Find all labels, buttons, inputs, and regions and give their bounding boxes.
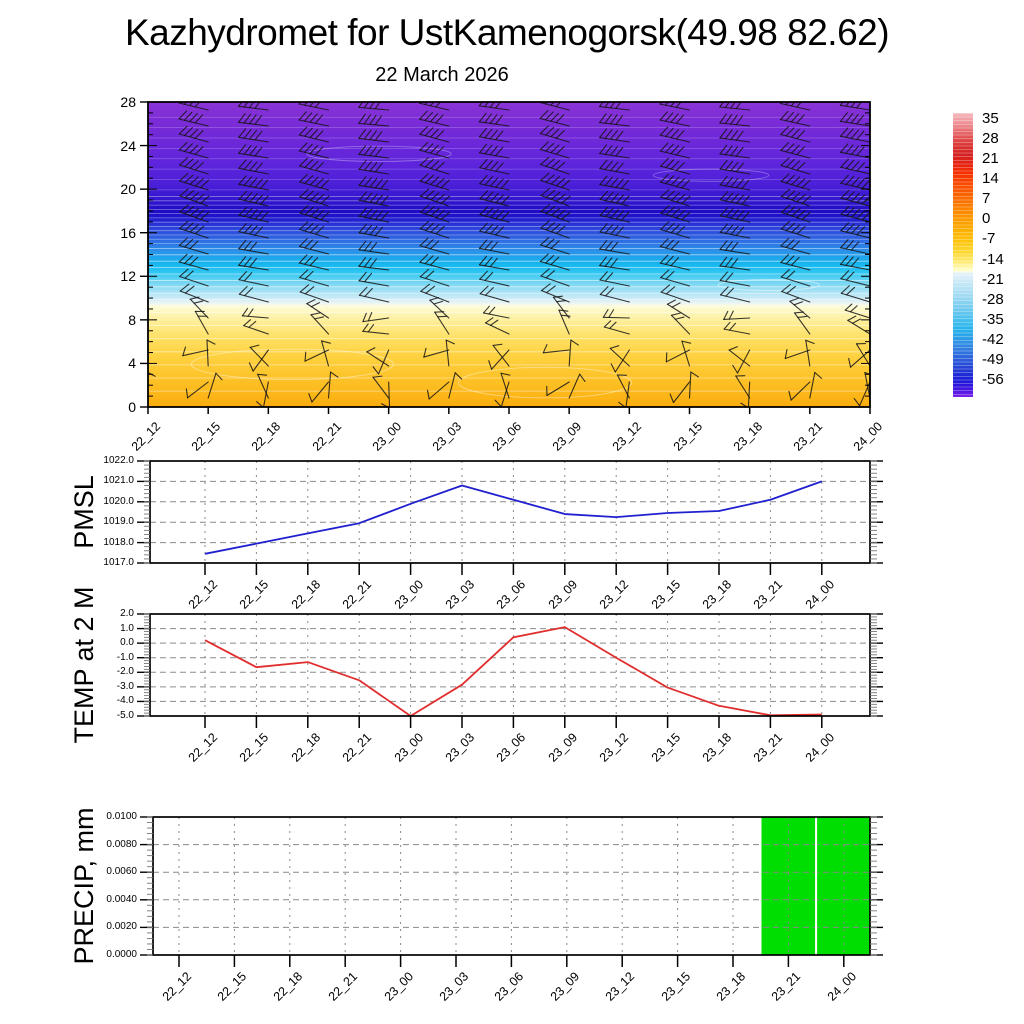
heatmap-y-tick-label: 28 [120, 94, 136, 110]
precip-x-tick-label: 23_03 [436, 969, 472, 1004]
colorbar-tick-label: -28 [982, 290, 1004, 308]
temp-at-2m-y-tick-label: -1.0 [116, 651, 134, 663]
heatmap-x-tick-label: 22_12 [128, 419, 164, 454]
precip-x-tick-label: 23_09 [547, 969, 582, 1004]
heatmap-x-tick-label: 22_21 [309, 419, 344, 454]
temperature-colorbar [953, 113, 973, 397]
colorbar-tick-label: -56 [982, 371, 1004, 389]
pmsl-y-tick-label: 1022.0 [103, 455, 134, 466]
heatmap-x-tick-label: 23_06 [489, 419, 525, 454]
precip-y-tick-label: 0.0020 [106, 921, 137, 933]
precip-x-tick-label: 23_12 [602, 969, 638, 1004]
colorbar-tick-label: -7 [982, 230, 996, 248]
temp-at-2m-y-tick-label: 2.0 [120, 608, 134, 619]
heatmap-x-tick-label: 22_18 [249, 419, 284, 454]
pmsl-y-tick-label: 1019.0 [103, 516, 134, 528]
colorbar-tick-label: 7 [982, 190, 991, 208]
colorbar-strips [953, 113, 973, 397]
temp-axis-title: TEMP at 2 M [69, 586, 99, 744]
heatmap-y-tick-label: 20 [120, 181, 136, 198]
pmsl-x-tick-label: 22_18 [288, 577, 323, 612]
temp-at-2m-x-tick-label: 22_18 [288, 730, 323, 765]
heatmap-x-tick-label: 22_15 [188, 419, 224, 454]
heatmap-y-tick-label: 8 [128, 311, 136, 328]
colorbar-tick-label: -14 [982, 250, 1004, 268]
temp-at-2m-x-tick-label: 23_18 [699, 730, 735, 765]
colorbar-tick-label: 28 [982, 129, 999, 147]
temp-at-2m-x-tick-label: 24_00 [802, 730, 837, 765]
pmsl-x-tick-label: 23_21 [751, 577, 786, 612]
pmsl-y-tick-label: 1021.0 [103, 475, 134, 487]
heatmap-x-tick-label: 23_12 [610, 419, 645, 454]
temp-at-2m-y-tick-label: -4.0 [116, 695, 134, 707]
precip-x-tick-label: 23_21 [769, 969, 804, 1004]
temp-at-2m-x-tick-label: 23_15 [648, 730, 683, 765]
colorbar-tick-label: -42 [982, 331, 1004, 349]
precip-x-tick-label: 22_12 [159, 969, 195, 1004]
precip-x-tick-label: 23_15 [658, 969, 693, 1004]
temp-at-2m-x-tick-label: 23_00 [391, 730, 426, 765]
precip-x-tick-label: 22_18 [270, 969, 305, 1004]
heatmap-x-tick-label: 23_09 [549, 419, 585, 454]
precip-x-tick-label: 24_00 [824, 969, 859, 1004]
temp-at-2m-x-tick-label: 23_09 [545, 730, 580, 765]
colorbar-tick-label: -21 [982, 270, 1004, 288]
precip-y-tick-label: 0.0080 [106, 838, 137, 850]
heatmap-x-tick-label: 23_00 [369, 419, 404, 454]
precip-y-tick-label: 0.0100 [106, 811, 137, 822]
temp-at-2m-x-tick-label: 23_12 [596, 730, 632, 765]
heatmap-x-tick-label: 23_15 [670, 419, 705, 454]
temp-at-2m-x-tick-label: 22_15 [237, 730, 272, 765]
heatmap-x-tick-label: 24_00 [850, 419, 886, 454]
precip-x-tick-label: 23_06 [492, 969, 527, 1004]
precip-x-tick-label: 23_18 [713, 969, 749, 1004]
pmsl-x-tick-label: 22_15 [237, 577, 272, 612]
colorbar-tick-label: 21 [982, 149, 999, 167]
precip-axis-title: PRECIP, mm [69, 807, 99, 965]
temp-at-2m-x-tick-label: 22_21 [339, 730, 375, 765]
precip-y-tick-label: 0.0040 [106, 893, 137, 905]
precip-x-tick-label: 22_21 [325, 969, 361, 1004]
pmsl-x-tick-label: 23_15 [648, 577, 683, 612]
heatmap-y-tick-label: 12 [120, 268, 136, 285]
temp-at-2m-x-tick-label: 23_06 [494, 730, 529, 765]
pmsl-x-tick-label: 22_12 [185, 577, 221, 612]
temp-at-2m-y-tick-label: 0.0 [120, 637, 134, 649]
pmsl-x-tick-label: 24_00 [802, 577, 837, 612]
temp-at-2m-y-tick-label: -5.0 [116, 710, 134, 721]
heatmap-x-tick-label: 23_18 [730, 419, 765, 454]
pmsl-x-tick-label: 23_03 [442, 577, 478, 612]
pmsl-y-tick-label: 1020.0 [103, 495, 134, 507]
pmsl-y-tick-label: 1017.0 [103, 557, 134, 568]
temp-at-2m-x-tick-label: 23_21 [751, 730, 786, 765]
pmsl-x-tick-label: 23_12 [596, 577, 632, 612]
heatmap-y-tick-label: 0 [128, 399, 136, 415]
temp-at-2m-y-tick-label: -3.0 [116, 680, 134, 692]
heatmap-y-tick-label: 24 [120, 137, 136, 154]
pmsl-x-tick-label: 22_21 [339, 577, 375, 612]
colorbar-tick-label: 14 [982, 169, 999, 187]
heatmap-x-tick-label: 23_03 [429, 419, 465, 454]
temp-at-2m-y-tick-label: 1.0 [120, 622, 134, 634]
temp-at-2m-y-tick-label: -2.0 [116, 666, 134, 678]
precip-x-tick-label: 23_00 [381, 969, 416, 1004]
page-title: Kazhydromet for UstKamenogorsk(49.98 82.62) [124, 12, 890, 53]
heatmap-y-tick-label: 16 [120, 224, 136, 241]
temp-at-2m-x-tick-label: 22_12 [185, 730, 221, 765]
pmsl-axis-title: PMSL [69, 475, 99, 549]
colorbar-tick-label: -35 [982, 311, 1004, 328]
heatmap-y-tick-label: 4 [128, 355, 136, 372]
temp-at-2m-x-tick-label: 23_03 [442, 730, 478, 765]
chart-subtitle: 22 March 2026 [375, 64, 509, 86]
precip-y-tick-label: 0.0060 [106, 866, 137, 878]
pmsl-x-tick-label: 23_06 [494, 577, 529, 612]
pmsl-x-tick-label: 23_00 [391, 577, 426, 612]
colorbar-tick-label: 35 [982, 109, 999, 127]
precip-y-tick-label: 0.0000 [106, 949, 137, 960]
pmsl-x-tick-label: 23_09 [545, 577, 580, 612]
colorbar-tick-label: -49 [982, 351, 1004, 369]
pmsl-y-tick-label: 1018.0 [103, 536, 134, 548]
heatmap-x-tick-label: 23_21 [790, 419, 826, 454]
colorbar-tick-label: 0 [982, 210, 991, 228]
pmsl-x-tick-label: 23_18 [699, 577, 735, 612]
precip-x-tick-label: 22_15 [215, 969, 250, 1004]
